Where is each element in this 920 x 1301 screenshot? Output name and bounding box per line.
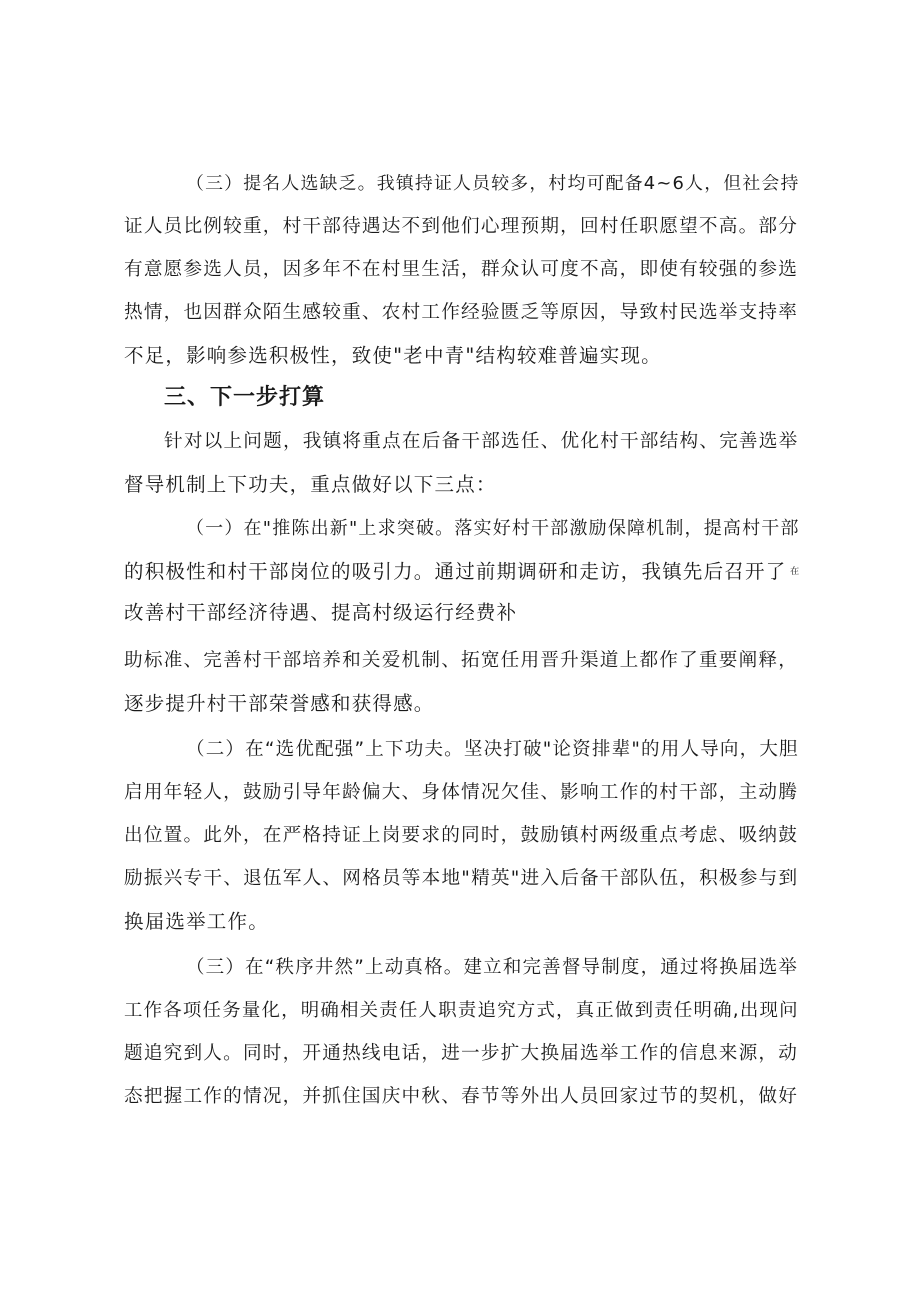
para5-line3: 题追究到人。同时，开通热线电话，进一步扩大换届选举工作的信息来源，动 xyxy=(124,1043,799,1064)
para3-line1: （一）在"推陈出新"上求突破。落实好村干部激励保障机制，提高村干部 xyxy=(186,518,800,539)
para4-line1: （二）在“选优配强”上下功夫。坚决打破"论资排辈"的用人导向，大胆 xyxy=(186,739,799,760)
para3-line2: 的积极性和村干部岗位的吸引力。通过前期调研和走访，我镇先后召开了 xyxy=(124,560,787,583)
para1-line2: 证人员比例较重，村干部待遇达不到他们心理预期，回村任职愿望不高。部分 xyxy=(124,216,799,237)
para2-line1: 针对以上问题，我镇将重点在后备干部选任、优化村干部结构、完善选举 xyxy=(164,431,799,452)
para5-line2: 工作各项任务量化，明确相关责任人职责追究方式，真正做到责任明确,出现问 xyxy=(124,1000,799,1021)
para4-line2: 启用年轻人，鼓励引导年龄偏大、身体情况欠佳、影响工作的村干部，主动腾 xyxy=(124,782,799,803)
para5-line1: （三）在“秩序井然”上动真格。建立和完善督导制度，通过将换届选举 xyxy=(186,957,799,978)
para1-line3: 有意愿参选人员，因多年不在村里生活，群众认可度不高，即使有较强的参选 xyxy=(124,259,799,280)
para4-line4: 励振兴专干、退伍军人、网格员等本地"精英"进入后备干部队伍，积极参与到 xyxy=(124,868,799,889)
para1-line1: （三）提名人选缺乏。我镇持证人员较多，村均可配备4~6人，但社会持 xyxy=(186,173,800,194)
para3-line3: 改善村干部经济待遇、提高村级运行经费补 xyxy=(124,601,518,624)
para5-line4: 态把握工作的情况，并抓住国庆中秋、春节等外出人员回家过节的契机，做好 xyxy=(124,1086,799,1107)
para4-line3: 出位置。此外，在严格持证上岗要求的同时，鼓励镇村两级重点考虑、吸纳鼓 xyxy=(124,825,799,846)
para4-line5: 换届选举工作。 xyxy=(124,910,269,933)
para3-line4: 助标准、完善村干部培养和关爱机制、拓宽任用晋升渠道上都作了重要阐释， xyxy=(124,650,799,671)
para3-line2-tail: 在 xyxy=(790,566,801,577)
para1-line5: 不足，影响参选积极性，致使"老中青"结构较难普遍实现。 xyxy=(124,344,662,367)
section-heading: 三、下一步打算 xyxy=(164,385,326,410)
para3-line5: 逐步提升村干部荣誉感和获得感。 xyxy=(124,692,435,715)
para2-line2: 督导机制上下功夫，重点做好以下三点： xyxy=(124,473,497,496)
para1-line4: 热情，也因群众陌生感较重、农村工作经验匮乏等原因，导致村民选举支持率 xyxy=(124,302,799,323)
